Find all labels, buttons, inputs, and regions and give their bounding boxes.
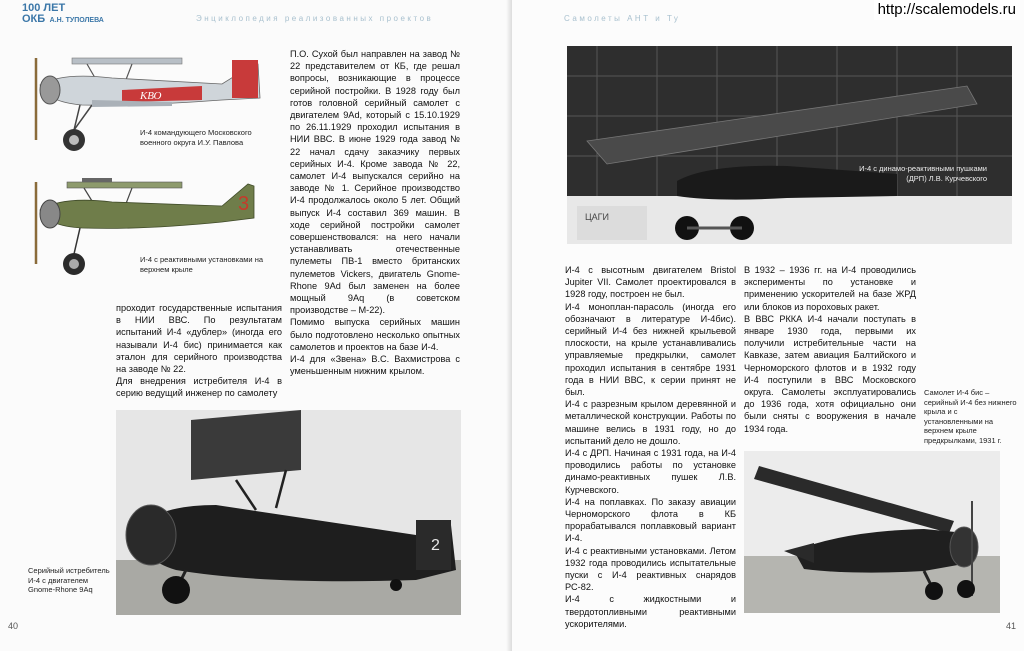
caption-photo-bottom-left: Серийный истребитель И-4 с двигателем Gnome-Rhone 9Aq: [28, 566, 110, 594]
caption-plane2: И-4 с реактивными установками на верхнем крыле: [140, 255, 264, 274]
plane1-marking: КВО: [140, 90, 162, 102]
watermark: http://scalemodels.ru: [874, 0, 1020, 20]
right-paragraph: И-4 с ДРП. Начиная с 1931 года, на И-4 проводились работы по установке динамо-реактивных пушек Л.В. Курчевского.: [565, 448, 736, 495]
right-paragraph: И-4 с реактивными установками. Летом 1932 года проводились испытательные пуски с И-4 реактивных снарядов РС-82.: [565, 545, 736, 593]
page-number-left: 40: [8, 621, 19, 631]
right-column-2: [744, 264, 916, 435]
right-paragraph: И-4 на поплавках. По заказу авиации Черноморского флота в КБ прорабатывался поплавковый вариант И-4.: [565, 496, 736, 544]
caption-plane1: И-4 командующего Московского военного округа И.У. Павлова: [140, 128, 252, 147]
hangar-sign: ЦАГИ: [585, 212, 610, 222]
logo-line2: ОКБ: [22, 13, 46, 25]
photo-i4-bis-art: [744, 451, 1000, 613]
left-lower-text: [116, 302, 282, 400]
plane2-number: 3: [238, 193, 250, 215]
left-paragraph: П.О. Сухой был направлен на завод № 22 представителем от КБ, где решал вопросы, возникающие в процессе серийной постройки. В 1928 году был готов головной серийный самолет с двигателем 9Ad, который с 15.10.1929 по 26.11.1929 проходил испытания в НИИ ВВС. В июне 1929 года завод № 22 начал сдачу заказчику первых серийных И-4. Кроме завода № 22, самолет И-4 выпускался серийно на заводе № 1. Серийное производство И-4 продолжалось около 5 лет. Общий выпуск И-4 составил 369 машин. В ходе серийной постройки самолет совершенствовался: на него начали устанавливать отечественные пулеметы ПВ-1 вместо британских пулеметов Vickers, двигатель Gnome-Rhone 9Ad был заменен на более мощный 9Aq (в советском производстве – М-22).: [290, 49, 460, 316]
left-paragraph: И-4 для «Звена» В.С. Вахмистрова с уменьшенным нижним крылом.: [290, 354, 460, 377]
photo-drp-hangar: [567, 46, 1012, 244]
right-paragraph: И-4 с разрезным крылом деревянной и металлической конструкции. Работы по машине велись в 1931 году, но до испытаний дело не дошло.: [565, 399, 736, 446]
right-paragraph: И-4 с высотным двигателем Bristol Jupiter VII. Самолет проектировался в 1928 году, построен не был.: [565, 265, 736, 300]
right-column-1: [565, 264, 736, 630]
right-page: [512, 0, 1024, 651]
caption-photo-top-right: И-4 с динамо-реактивными пушками (ДРП) Л.В. Курчевского: [859, 164, 987, 183]
header-left: Энциклопедия реализованных проектов: [196, 14, 434, 23]
right-paragraph: И-4 моноплан-парасоль (иногда его обозначают в литературе И-4бис). серийный И-4 без нижней крыльевой плоскости, на крыле устанавливались управляемые предкрылки, самолет проходил испытания в сентябре 1931 года в НИИ ВВС, к серии принят не был.: [565, 301, 736, 398]
header-right: Самолеты АНТ и Ту: [564, 14, 681, 23]
right-paragraph: В 1932 – 1936 гг. на И-4 проводились эксперименты по установке и применению ускорителей на базе ЖРД или блоков из пороховых ракет.: [744, 265, 916, 312]
photo-i4-bis: [744, 451, 1000, 613]
photo-serial-i4-art: [116, 410, 461, 615]
caption-photo-bottom-right: Самолет И-4 бис – серийный И-4 без нижнего крыла и с установленными на верхнем крыле предкрылками, 1931 г.: [924, 388, 1017, 445]
right-paragraph: В ВВС РККА И-4 начали поступать в январе 1930 года, первыми их получили истребительные части на Кавказе, затем авиация Балтийского и Черноморского флотов и в 1932 году И-4 поступили в ВВС Московского округа. Самолеты эксплуатировались до 1936 года, хотя официально они были сняты с вооружения в начале 1934 года.: [744, 313, 916, 434]
left-paragraph: Для внедрения истребителя И-4 в серию ведущий инженер по самолету: [116, 376, 282, 399]
logo-line3: А.Н. ТУПОЛЕВА: [49, 17, 104, 24]
page-number-right: 41: [1006, 621, 1017, 631]
photo-serial-i4: [116, 410, 461, 615]
left-column-text: [290, 48, 460, 377]
left-paragraph: Помимо выпуска серийных машин было подготовлено несколько опытных самолетов и проектов на базе И-4.: [290, 317, 460, 352]
logo: [22, 4, 104, 25]
right-paragraph: И-4 с жидкостными и твердотопливными реактивными ускорителями.: [565, 594, 736, 629]
photo-plane-number: 2: [431, 537, 440, 554]
left-paragraph: проходит государственные испытания в НИИ ВВС. По результатам испытаний И-4 «дублер» (иногда его называли И-4 бис) принимается как эталон для серийного производства на заводе № 22.: [116, 303, 282, 375]
logo-line1: 100 ЛЕТ: [22, 2, 66, 14]
photo-drp-hangar-art: [567, 46, 1012, 244]
